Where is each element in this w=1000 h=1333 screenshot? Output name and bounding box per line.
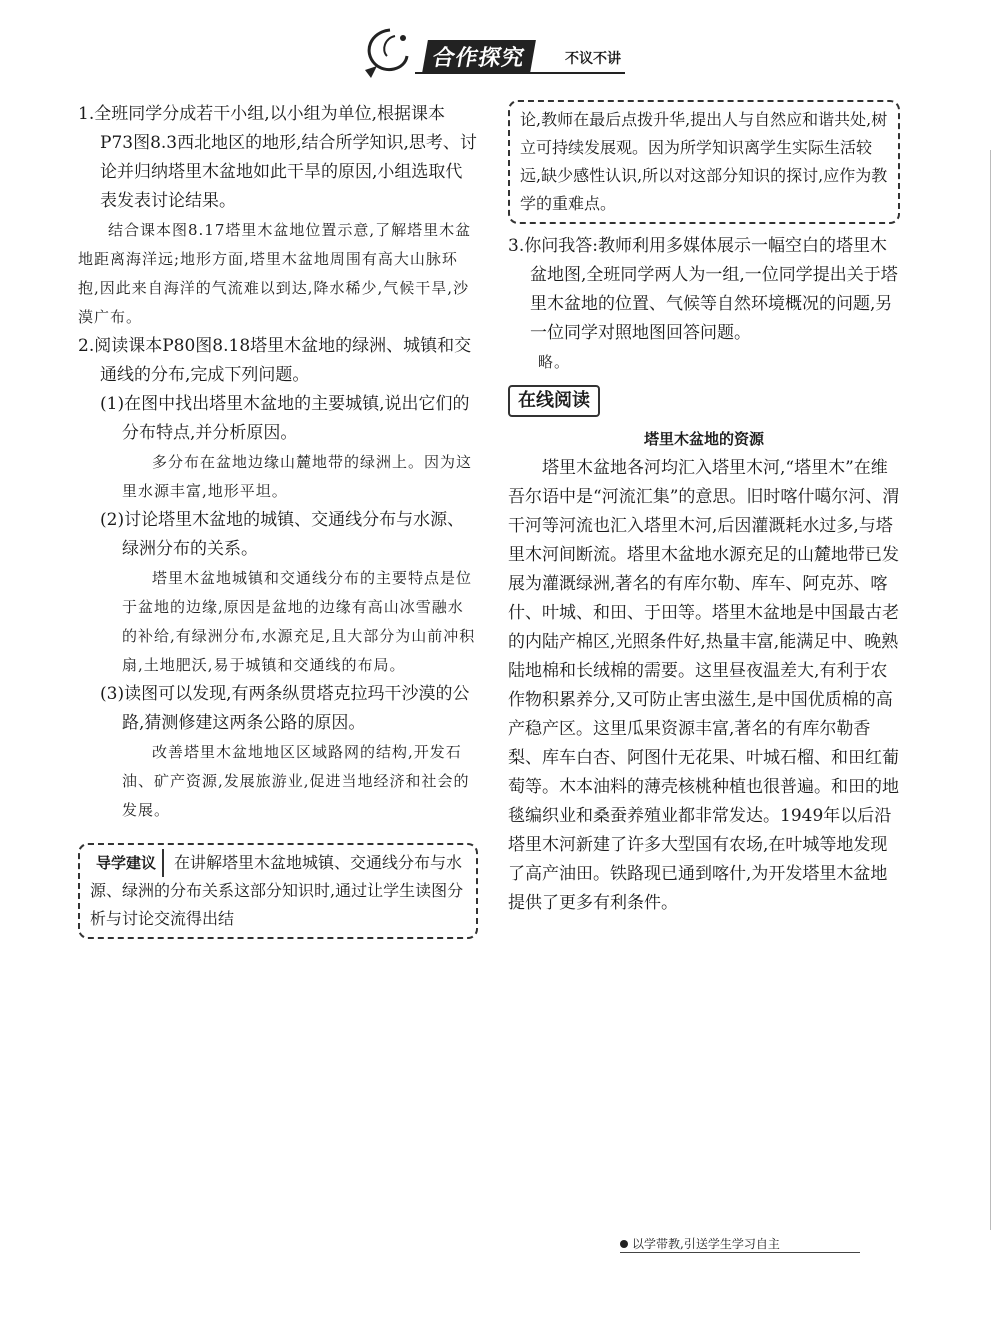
section-banner <box>415 42 625 74</box>
question-2-1: (1)在图中找出塔里木盆地的主要城镇,说出它们的分布特点,并分析原因。 <box>100 394 470 443</box>
section-subtitle: 不议不讲 <box>565 51 621 67</box>
guide-box-continued <box>508 100 900 224</box>
reading-title: 塔里木盆地的资源 <box>643 430 764 448</box>
question-3: 3.你问我答:教师利用多媒体展示一幅空白的塔里木盆地图,全班同学两人为一组,一位同学提出关于塔里木盆地的位置、气候等自然环境概况的问题,另一位同学对照地图回答问题。 <box>508 236 898 343</box>
section-title: 合作探究 <box>422 40 536 73</box>
guide-continued-text: 论,教师在最后点拨升华,提出人与自然应和谐共处,树立可持续发展观。因为所学知识离学生实际生活较远,缺少感性认识,所以对这部分知识的探讨,应作为教学的重难点。 <box>520 110 888 213</box>
reading-badge: 在线阅读 <box>508 385 600 417</box>
question-2: 2.阅读课本P80图8.18塔里木盆地的绿洲、城镇和交通线的分布,完成下列问题。 <box>78 336 472 385</box>
question-2-2: (2)讨论塔里木盆地的城镇、交通线分布与水源、绿洲分布的关系。 <box>100 510 465 559</box>
answer-1: 结合课本图8.17塔里木盆地位置示意,了解塔里木盆地距离海洋远;地形方面,塔里木盆地周围有高大山脉环抱,因此来自海洋的气流难以到达,降水稀少,气候干旱,沙漠广布。 <box>78 221 472 326</box>
answer-2-3: 改善塔里木盆地地区区域路网的结构,开发石油、矿产资源,发展旅游业,促进当地经济和社会的发展。 <box>122 743 470 819</box>
left-column <box>78 100 478 939</box>
right-column <box>508 100 900 918</box>
question-2-3: (3)读图可以发现,有两条纵贯塔克拉玛干沙漠的公路,猜测修建这两条公路的原因。 <box>100 684 470 733</box>
answer-3: 略。 <box>538 353 571 371</box>
answer-2-2: 塔里木盆地城镇和交通线分布的主要特点是位于盆地的边缘,原因是盆地的边缘有高山冰雪融水的补给,有绿洲分布,水源充足,且大部分为山前冲积扇,土地肥沃,易于城镇和交通线的布局。 <box>122 569 476 674</box>
answer-2-1: 多分布在盆地边缘山麓地带的绿洲上。因为这里水源丰富,地形平坦。 <box>122 453 473 500</box>
guide-tag: 导学建议 <box>90 849 164 877</box>
reading-body: 塔里木盆地各河均汇入塔里木河,“塔里木”在维吾尔语中是“河流汇集”的意思。旧时喀什噶尔河、渭干河等河流也汇入塔里木河,后因灌溉耗水过多,与塔里木河间断流。塔里木盆地水源充足的山麓地带已发展为灌溉绿洲,著名的有库尔勒、库车、阿克苏、喀什、叶城、和田、于田等。塔里木盆地是中国最古老的内陆产棉区,光照条件好,热量丰富,能满足中、晚熟陆地棉和长绒棉的需要。这里昼夜温差大,有利于农作物积累养分,又可防止害虫滋生,是中国优质棉的高产稳产区。这里瓜果资源丰富,著名的有库尔勒香梨、库车白杏、阿图什无花果、叶城石榴、和田红葡萄等。木本油料的薄壳核桃种植也很普遍。和田的地毯编织业和桑蚕养殖业都非常发达。1949年以后沿塔里木河新建了许多大型国有农场,在叶城等地发现了高产油田。铁路现已通到喀什,为开发塔里木盆地提供了更多有利条件。 <box>508 458 900 913</box>
page-edge-divider <box>990 150 991 1230</box>
guide-text: 在讲解塔里木盆地城镇、交通线分布与水源、绿洲的分布关系这部分知识时,通过让学生读图分析与讨论交流得出结 <box>90 853 464 928</box>
bullet-icon <box>620 1240 628 1248</box>
footer <box>620 1235 860 1253</box>
guide-box <box>78 843 478 939</box>
section-header <box>355 22 655 82</box>
question-1: 1.全班同学分成若干小组,以小组为单位,根据课本P73图8.3西北地区的地形,结合所学知识,思考、讨论并归纳塔里木盆地如此干旱的原因,小组选取代表发表讨论结果。 <box>78 104 477 211</box>
footer-slogan: 以学带教,引送学生学习自主 <box>632 1237 780 1251</box>
